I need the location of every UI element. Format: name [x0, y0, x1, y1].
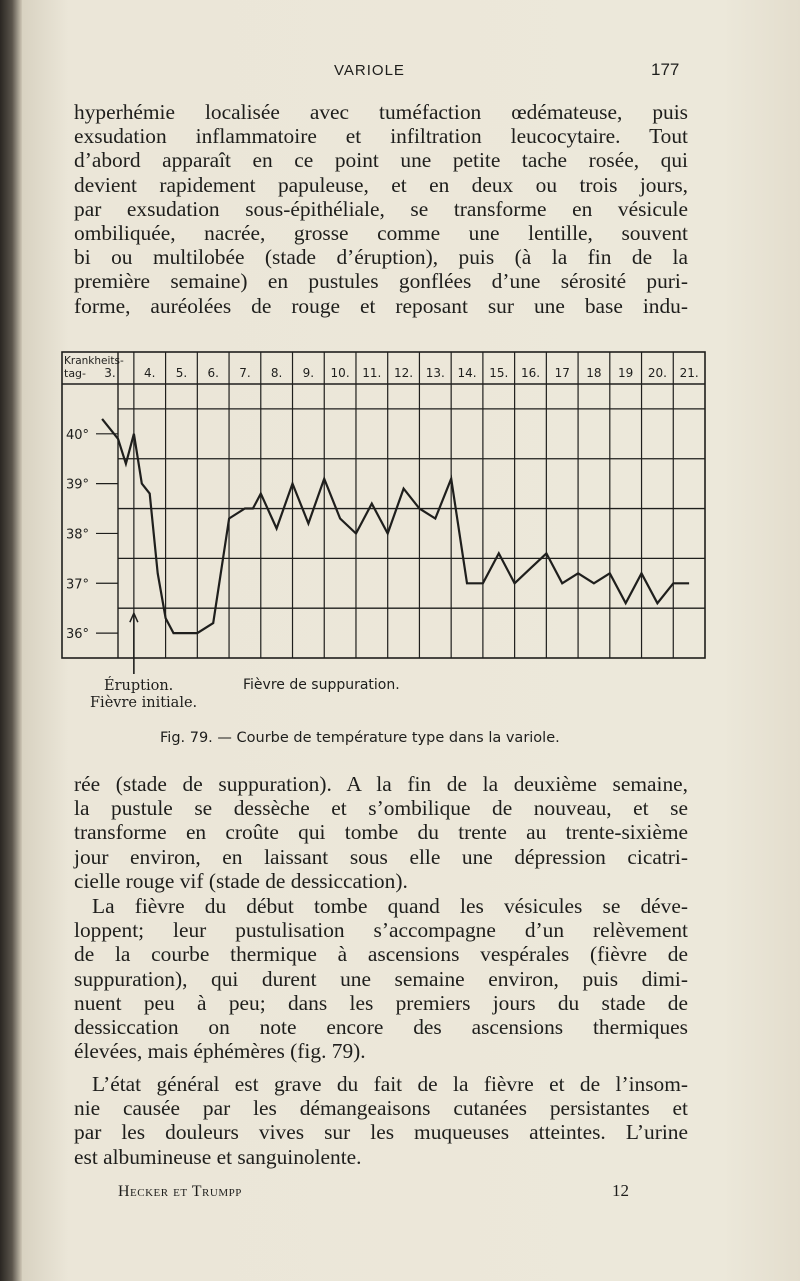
text-line: nuent peu à peu; dans les premiers jours du stade de: [74, 990, 688, 1015]
x-tick-label: 11.: [362, 366, 382, 380]
signature-mark: 12: [612, 1181, 629, 1200]
x-tick-label: 18: [586, 366, 602, 380]
y-tick-label: 38°: [66, 527, 90, 543]
page-header: [0, 60, 800, 86]
text-line: nie causée par les démangeaisons cutanées persistantes et: [74, 1096, 688, 1121]
text-line: forme, auréolées de rouge et reposant sur une base indu-: [74, 293, 688, 318]
y-tick-label: 36°: [66, 627, 90, 643]
temperature-chart-svg: [58, 348, 708, 678]
x-tick-label: 17: [554, 366, 570, 380]
text-line: L’état général est grave du fait de la fièvre et de l’insom-: [92, 1072, 688, 1096]
initial-fever-label: Fièvre initiale.: [90, 695, 198, 711]
text-line: hyperhémie localisée avec tuméfaction œdémateuse, puis: [74, 100, 688, 124]
y-tick-label: 39°: [66, 477, 90, 493]
eruption-label: Éruption.: [104, 678, 174, 694]
x-tick-label: 12.: [394, 366, 414, 380]
row-header-label: Krankheits-: [64, 355, 124, 367]
text-line: la pustule se dessèche et s’ombilique de nouveau, et se: [74, 796, 688, 821]
x-tick-label: 13.: [425, 366, 445, 380]
x-tick-label: 16.: [520, 366, 541, 380]
text-line: bi ou multilobée (stade d’éruption), puis (à la fin de la: [74, 245, 688, 270]
text-line: La fièvre du début tombe quand les vésicules se déve-: [92, 894, 688, 918]
x-tick-label: 9.: [302, 366, 315, 380]
book-spine-shadow: [0, 0, 22, 1281]
paragraph-2: [74, 772, 688, 893]
text-line: ombiliquée, nacrée, grosse comme une lentille, souvent: [74, 221, 688, 246]
suppuration-fever-label: Fièvre de suppuration.: [243, 677, 400, 693]
x-tick-label: 20.: [647, 366, 667, 380]
text-line: suppuration), qui durent une semaine environ, puis dimi-: [74, 966, 688, 991]
paragraph-4: [74, 1072, 688, 1169]
page-number: 177: [651, 60, 680, 79]
x-tick-label: 10.: [330, 366, 350, 380]
x-tick-label: 8.: [270, 366, 283, 380]
temperature-curve: [102, 419, 689, 633]
text-line: cielle rouge vif (stade de dessiccation).: [74, 868, 408, 893]
text-line: jour environ, en laissant sous elle une dépression cicatri-: [74, 844, 688, 869]
x-tick-label: 6.: [207, 366, 219, 380]
x-tick-label: 5.: [175, 366, 188, 380]
paragraph-1: [74, 100, 688, 318]
x-tick-label: 3.: [104, 366, 116, 380]
text-line: rée (stade de suppuration). A la fin de la deuxième semaine,: [74, 772, 688, 796]
y-tick-label: 40°: [66, 427, 90, 443]
text-line: est albumineuse et sanguinolente.: [74, 1144, 362, 1169]
row-header-label: tag-: [64, 367, 87, 380]
text-line: élevées, mais éphémères (fig. 79).: [74, 1039, 366, 1064]
text-line: dessiccation on note encore des ascensions thermiques: [74, 1015, 688, 1040]
text-line: devient rapidement papuleuse, et en deux ou trois jours,: [74, 172, 688, 197]
x-tick-label: 21.: [679, 366, 699, 380]
y-tick-label: 37°: [66, 577, 90, 593]
x-tick-label: 15.: [489, 366, 509, 380]
x-tick-label: 4.: [144, 366, 156, 380]
footer-authors: Hecker et Trumpp: [118, 1183, 242, 1200]
x-tick-label: 7.: [239, 366, 251, 380]
figure-caption: Fig. 79. — Courbe de température type dans la variole.: [160, 730, 560, 746]
text-line: de la courbe thermique à ascensions vespérales (fièvre de: [74, 942, 688, 967]
text-line: première semaine) en pustules gonflées d’une sérosité puri-: [74, 269, 688, 294]
paragraph-3: [74, 894, 688, 1063]
text-line: exsudation inflammatoire et infiltration leucocytaire. Tout: [74, 124, 688, 149]
temperature-chart: [58, 348, 708, 678]
text-line: loppent; leur pustulisation s’accompagne d’un relèvement: [74, 918, 688, 943]
text-line: transforme en croûte qui tombe du trente au trente-sixième: [74, 820, 688, 845]
x-tick-label: 19: [618, 366, 634, 380]
text-line: par exsudation sous-épithéliale, se transforme en vésicule: [74, 196, 688, 221]
running-title: VARIOLE: [334, 62, 405, 79]
page-footer: [0, 1183, 800, 1207]
x-tick-label: 14.: [457, 366, 477, 380]
chart-frame: [62, 352, 705, 658]
text-line: par les douleurs vives sur les muqueuses atteintes. L’urine: [74, 1120, 688, 1145]
text-line: d’abord apparaît en ce point une petite tache rosée, qui: [74, 148, 688, 173]
